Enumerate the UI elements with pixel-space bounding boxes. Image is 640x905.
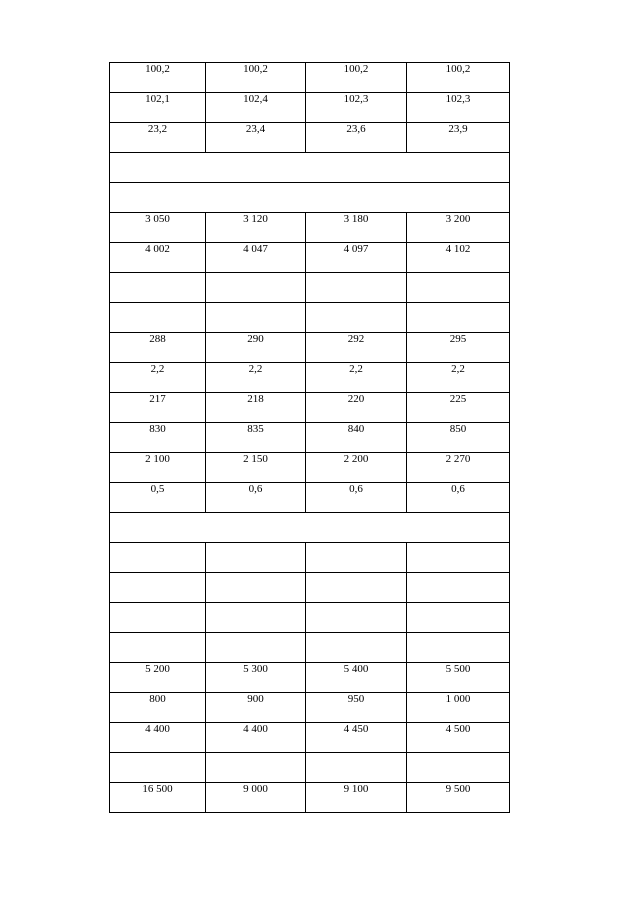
table-cell [407, 363, 510, 393]
table-cell [306, 213, 407, 243]
table-row [110, 393, 510, 423]
table-row [110, 513, 510, 543]
table-cell [206, 663, 306, 693]
table-row [110, 603, 510, 633]
table-row [110, 423, 510, 453]
table-cell [110, 303, 206, 333]
table-cell [206, 603, 306, 633]
table-cell [206, 753, 306, 783]
table-cell [110, 363, 206, 393]
table-row [110, 63, 510, 93]
cell-text: 9 500 [445, 783, 471, 795]
table-cell [407, 783, 510, 813]
table-cell [407, 273, 510, 303]
table-cell [306, 543, 407, 573]
cell-text: 4 500 [445, 723, 471, 735]
table-cell [407, 453, 510, 483]
cell-text: 16 500 [142, 783, 173, 795]
cell-text: 292 [347, 333, 365, 345]
table-cell [110, 423, 206, 453]
table-row [110, 573, 510, 603]
cell-text: 225 [449, 393, 467, 405]
table-row [110, 303, 510, 333]
table-merged-cell [110, 513, 510, 543]
cell-text: 900 [247, 693, 264, 705]
table-cell [110, 753, 206, 783]
table-cell [110, 213, 206, 243]
cell-text: 100,2 [145, 63, 170, 75]
cell-text: 2,2 [248, 363, 263, 375]
cell-text: 1 000 [445, 693, 471, 705]
cell-text: 2 100 [145, 453, 170, 465]
table-cell [206, 273, 306, 303]
table-cell [206, 543, 306, 573]
cell-text: 9 000 [243, 783, 268, 795]
table-cell [407, 303, 510, 333]
cell-text: 800 [149, 693, 166, 705]
cell-text: 23,9 [448, 123, 468, 135]
table-cell [206, 483, 306, 513]
table-cell [110, 783, 206, 813]
cell-text: 2,2 [349, 363, 363, 375]
table-cell [407, 213, 510, 243]
table-cell [407, 753, 510, 783]
cell-text: 0,6 [451, 483, 465, 495]
table-cell [407, 543, 510, 573]
table-cell [407, 633, 510, 663]
table-row [110, 453, 510, 483]
cell-text: 2,2 [150, 363, 165, 375]
table-cell [206, 303, 306, 333]
table-cell [306, 273, 407, 303]
table-row [110, 183, 510, 213]
cell-text: 220 [347, 393, 365, 405]
cell-text: 217 [149, 393, 166, 405]
cell-text: 23,6 [346, 123, 366, 135]
table-row [110, 723, 510, 753]
cell-text: 5 300 [243, 663, 268, 675]
table-cell [206, 363, 306, 393]
table-row [110, 153, 510, 183]
table-cell [407, 663, 510, 693]
table-cell [110, 723, 206, 753]
table-row [110, 693, 510, 723]
table-cell [110, 663, 206, 693]
table-cell [306, 243, 407, 273]
table-row [110, 243, 510, 273]
cell-text: 102,3 [343, 93, 369, 105]
table-cell [306, 63, 407, 93]
cell-text: 2 200 [343, 453, 369, 465]
cell-text: 100,2 [343, 63, 369, 75]
table-row [110, 333, 510, 363]
table-cell [407, 123, 510, 153]
table-cell [110, 693, 206, 723]
table-cell [407, 333, 510, 363]
table-cell [206, 333, 306, 363]
table-cell [306, 753, 407, 783]
table-cell [206, 573, 306, 603]
table-cell [306, 93, 407, 123]
table-cell [206, 453, 306, 483]
cell-text: 3 120 [243, 213, 268, 225]
cell-text: 850 [449, 423, 467, 435]
cell-text: 218 [247, 393, 264, 405]
table-cell [206, 783, 306, 813]
table-cell [407, 483, 510, 513]
table-cell [407, 693, 510, 723]
cell-text: 2 150 [243, 453, 268, 465]
cell-text: 23,2 [147, 123, 168, 135]
table-cell [407, 603, 510, 633]
cell-text: 0,6 [349, 483, 363, 495]
table-cell [407, 243, 510, 273]
table-cell [407, 63, 510, 93]
cell-text: 4 450 [343, 723, 369, 735]
table-cell [306, 633, 407, 663]
cell-text: 0,6 [248, 483, 263, 495]
table-cell [110, 273, 206, 303]
table-cell [407, 723, 510, 753]
cell-text: 0,5 [150, 483, 165, 495]
table-cell [306, 663, 407, 693]
table-row [110, 483, 510, 513]
table-cell [110, 123, 206, 153]
table-cell [206, 423, 306, 453]
table-cell [110, 453, 206, 483]
table-cell [206, 393, 306, 423]
table-body [110, 63, 510, 813]
cell-text: 4 002 [145, 243, 170, 255]
table-merged-cell [110, 183, 510, 213]
cell-text: 288 [149, 333, 166, 345]
table-merged-cell [110, 153, 510, 183]
table-cell [110, 243, 206, 273]
table-cell [407, 93, 510, 123]
table-cell [206, 633, 306, 663]
table-row [110, 543, 510, 573]
table-cell [306, 483, 407, 513]
table-cell [206, 93, 306, 123]
cell-text: 295 [449, 333, 467, 345]
cell-text: 102,1 [145, 93, 170, 105]
cell-text: 23,4 [245, 123, 266, 135]
table-cell [110, 603, 206, 633]
table-cell [306, 723, 407, 753]
table-cell [206, 693, 306, 723]
cell-text: 5 400 [343, 663, 369, 675]
table-row [110, 123, 510, 153]
table-cell [407, 423, 510, 453]
cell-text: 830 [149, 423, 166, 435]
cell-text: 3 200 [445, 213, 471, 225]
table-cell [306, 363, 407, 393]
table-cell [407, 393, 510, 423]
table-cell [110, 93, 206, 123]
table-row [110, 633, 510, 663]
table-cell [206, 723, 306, 753]
table-cell [110, 393, 206, 423]
table-cell [306, 603, 407, 633]
table-cell [110, 633, 206, 663]
table-cell [306, 333, 407, 363]
table-cell [206, 63, 306, 93]
cell-text: 3 180 [343, 213, 369, 225]
table-cell [206, 243, 306, 273]
table-row [110, 363, 510, 393]
table-row [110, 753, 510, 783]
cell-text: 100,2 [243, 63, 268, 75]
cell-text: 4 047 [243, 243, 268, 255]
table-row [110, 93, 510, 123]
cell-text: 100,2 [445, 63, 471, 75]
data-table [109, 62, 510, 813]
cell-text: 2,2 [451, 363, 465, 375]
cell-text: 102,4 [243, 93, 268, 105]
table-cell [306, 393, 407, 423]
cell-text: 290 [247, 333, 264, 345]
table-cell [306, 693, 407, 723]
table-cell [110, 543, 206, 573]
cell-text: 4 400 [145, 723, 170, 735]
cell-text: 4 102 [445, 243, 471, 255]
cell-text: 5 200 [145, 663, 170, 675]
table-cell [110, 333, 206, 363]
cell-text: 4 097 [343, 243, 369, 255]
table-cell [306, 573, 407, 603]
cell-text: 950 [347, 693, 365, 705]
table-cell [306, 453, 407, 483]
table-cell [306, 123, 407, 153]
table-cell [110, 573, 206, 603]
table-cell [206, 123, 306, 153]
table-cell [110, 483, 206, 513]
cell-text: 102,3 [445, 93, 471, 105]
table-cell [110, 63, 206, 93]
cell-text: 2 270 [445, 453, 471, 465]
table-cell [306, 423, 407, 453]
table-row [110, 213, 510, 243]
cell-text: 3 050 [145, 213, 170, 225]
table-row [110, 273, 510, 303]
table-row [110, 663, 510, 693]
cell-text: 9 100 [343, 783, 369, 795]
cell-text: 835 [247, 423, 264, 435]
table-cell [306, 303, 407, 333]
cell-text: 4 400 [243, 723, 268, 735]
cell-text: 5 500 [445, 663, 471, 675]
cell-text: 840 [347, 423, 365, 435]
table-cell [306, 783, 407, 813]
table-cell [407, 573, 510, 603]
table-row [110, 783, 510, 813]
table-cell [206, 213, 306, 243]
